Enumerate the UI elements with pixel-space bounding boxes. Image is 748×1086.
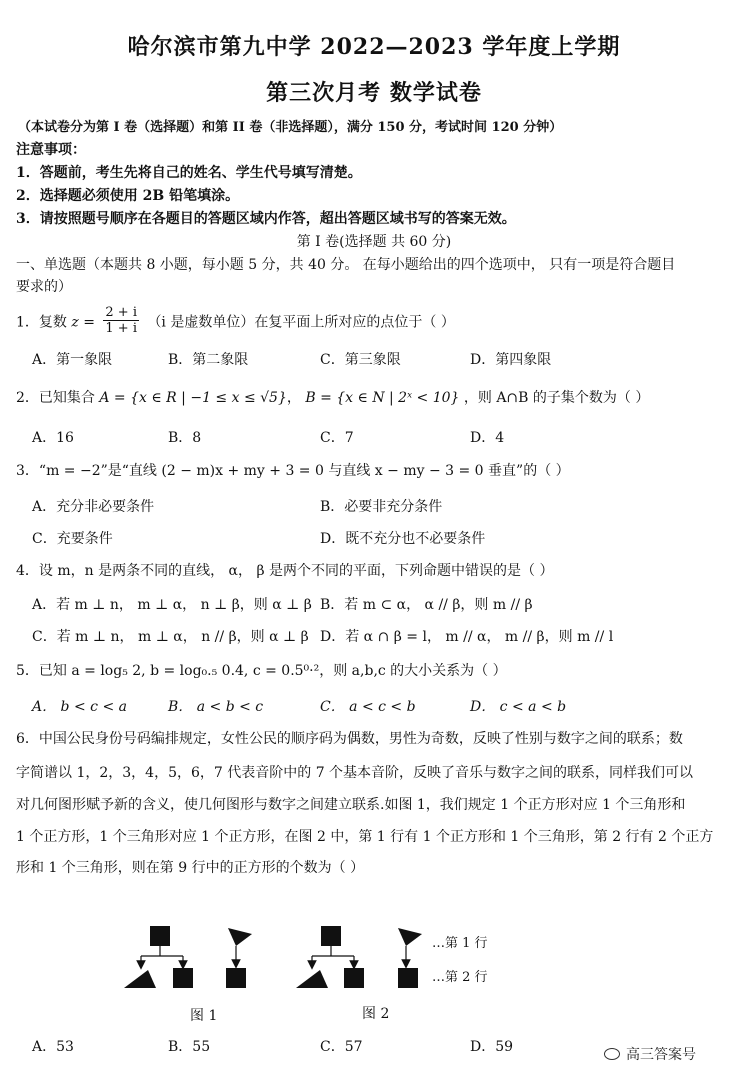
fig2-triangle bbox=[398, 928, 422, 946]
q6-option-a: A．53 bbox=[32, 1039, 74, 1055]
fig1-square bbox=[226, 968, 246, 988]
section-heading: 一、单选题（本题共 8 小题，每小题 5 分，共 40 分。 在每小题给出的四个选项中， 只有一项是符合题目 bbox=[16, 257, 676, 273]
wechat-icon bbox=[604, 1048, 620, 1060]
q5-option-a: A． b < c < a bbox=[32, 699, 127, 715]
q1-option-b: B．第二象限 bbox=[168, 352, 249, 368]
fig1-square bbox=[150, 926, 170, 946]
figure-2 bbox=[296, 926, 422, 988]
question-6-line: 字简谱以 1，2，3，4，5，6，7 代表音阶中的 7 个基本音阶，反映了音乐与数字之间的联系，同样我们可以 bbox=[16, 765, 694, 781]
question-3: 3．“m = −2”是“直线 (2 − m)x + my + 3 = 0 与直线 x − my − 3 = 0 垂直”的（ ） bbox=[16, 463, 570, 479]
q6-option-c: C．57 bbox=[320, 1039, 363, 1055]
fig2-square bbox=[344, 968, 364, 988]
fig1-triangle bbox=[124, 970, 156, 988]
q2-option-b: B．8 bbox=[168, 430, 202, 446]
question-6-line: 对几何图形赋予新的含义，使几何图形与数字之间建立联系.如图 1，我们规定 1 个正方形对应 1 个三角形和 bbox=[16, 797, 686, 813]
fig2-caption: 图 2 bbox=[362, 1006, 390, 1022]
question-6-line: 形和 1 个三角形，则在第 9 行中的正方形的个数为（ ） bbox=[16, 860, 365, 876]
q1-option-a: A．第一象限 bbox=[32, 352, 113, 368]
note-item: 3．请按照题号顺序在各题目的答题区域内作答，超出答题区域书写的答案无效。 bbox=[16, 211, 516, 227]
q4-option-b: B．若 m ⊂ α， α // β，则 m // β bbox=[320, 597, 533, 613]
question-6-line: 1 个正方形，1 个三角形对应 1 个正方形，在图 2 中，第 1 行有 1 个正方形和 1 个三角形，第 2 行有 2 个正方 bbox=[16, 829, 714, 845]
q6-option-b: B．55 bbox=[168, 1039, 211, 1055]
row-1-label: …第 1 行 bbox=[432, 936, 488, 951]
q1-lhs: z = bbox=[71, 314, 95, 331]
q3-option-a: A．充分非必要条件 bbox=[32, 499, 155, 515]
fig2-square bbox=[398, 968, 418, 988]
q3-option-c: C．充要条件 bbox=[32, 531, 113, 547]
question-5: 5．已知 a = log₅ 2, b = log₀.₅ 0.4, c = 0.5⁰·²，则 a,b,c 的大小关系为（ ） bbox=[16, 663, 507, 679]
section-heading-cont: 要求的） bbox=[16, 279, 72, 295]
q1-option-c: C．第三象限 bbox=[320, 352, 401, 368]
row-2-label: …第 2 行 bbox=[432, 970, 488, 985]
question-6-line: 6．中国公民身份号码编排规定，女性公民的顺序码为偶数，男性为奇数，反映了性别与数字之间的联系；数 bbox=[16, 731, 683, 747]
q2-text-b: ，则 A∩B 的子集个数为（ ） bbox=[463, 390, 650, 406]
q2-option-a: A．16 bbox=[32, 430, 74, 446]
note-item: 1．答题前，考生先将自己的姓名、学生代号填写清楚。 bbox=[16, 165, 362, 181]
question-4: 4．设 m，n 是两条不同的直线， α， β 是两个不同的平面，下列命题中错误的是（ ） bbox=[16, 563, 554, 579]
q5-option-d: D． c < a < b bbox=[470, 699, 567, 715]
paper-info: （本试卷分为第 I 卷（选择题）和第 II 卷（非选择题），满分 150 分，考试时间 120 分钟） bbox=[18, 120, 563, 135]
q3-option-d: D．既不充分也不必要条件 bbox=[320, 531, 486, 547]
q2-text-a: 2．已知集合 bbox=[16, 390, 95, 406]
q1-text: （i 是虚数单位）在复平面上所对应的点位于（ ） bbox=[147, 314, 455, 331]
page-title: 哈尔滨市第九中学 2022—2023 学年度上学期 bbox=[127, 34, 621, 60]
section-title: 第 I 卷(选择题 共 60 分) bbox=[296, 234, 452, 250]
q5-option-c: C． a < c < b bbox=[320, 699, 416, 715]
q2-separator: ， bbox=[286, 390, 301, 406]
fig1-square bbox=[173, 968, 193, 988]
q5-option-b: B． a < b < c bbox=[168, 699, 264, 715]
figure-1 bbox=[124, 926, 252, 988]
watermark-text: 高三答案号 bbox=[626, 1047, 696, 1063]
q6-option-d: D．59 bbox=[470, 1039, 514, 1055]
fig1-caption: 图 1 bbox=[190, 1008, 218, 1024]
q1-denominator: 1 + i bbox=[105, 321, 137, 336]
q4-option-c: C．若 m ⊥ n， m ⊥ α， n // β，则 α ⊥ β bbox=[32, 629, 309, 645]
q2-option-d: D．4 bbox=[470, 430, 505, 446]
fig2-triangle bbox=[296, 970, 328, 988]
fig2-square bbox=[321, 926, 341, 946]
q1-option-d: D．第四象限 bbox=[470, 352, 552, 368]
page-subtitle: 第三次月考 数学试卷 bbox=[266, 80, 482, 106]
q1-number: 1．复数 bbox=[16, 314, 67, 331]
q2-set-a: A = {x ∈ R | −1 ≤ x ≤ √5} bbox=[99, 390, 287, 406]
q2-option-c: C．7 bbox=[320, 430, 354, 446]
watermark bbox=[604, 1044, 696, 1064]
note-item: 2．选择题必须使用 2B 铅笔填涂。 bbox=[16, 188, 240, 204]
q2-set-b: B = {x ∈ N | 2ˣ < 10} bbox=[305, 390, 460, 406]
fig1-triangle bbox=[228, 928, 252, 946]
q3-option-b: B．必要非充分条件 bbox=[320, 499, 443, 515]
q4-option-a: A．若 m ⊥ n， m ⊥ α， n ⊥ β，则 α ⊥ β bbox=[32, 597, 312, 613]
q4-option-d: D．若 α ∩ β = l， m // α， m // β，则 m // l bbox=[320, 629, 614, 645]
notes-title: 注意事项： bbox=[16, 142, 86, 158]
q1-numerator: 2 + i bbox=[105, 305, 137, 320]
